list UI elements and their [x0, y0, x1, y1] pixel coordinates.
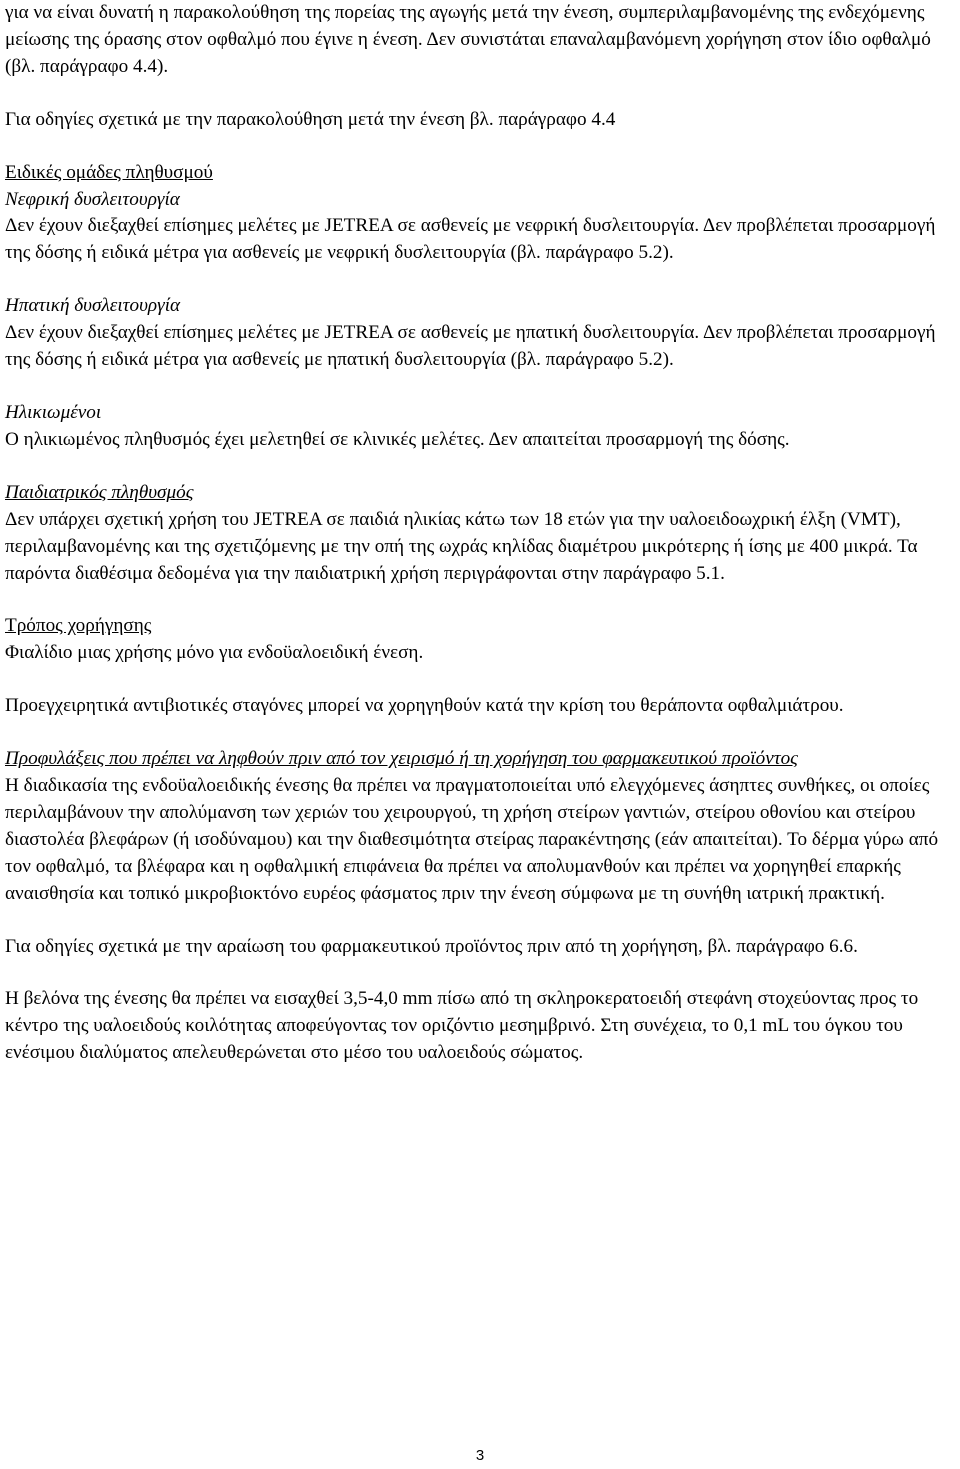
vial-text: Φιαλίδιο μιας χρήσης μόνο για ενδοϋαλοειδική ένεση. — [5, 642, 424, 664]
hepatic-impairment-title: Ηπατική δυσλειτουργία — [5, 295, 181, 317]
hepatic-impairment-section — [5, 293, 957, 374]
hepatic-impairment-text: Δεν έχουν διεξαχθεί επίσημες μελέτες με JETREA σε ασθενείς με ηπατική δυσλειτουργία. Δεν προβλέπεται προσαρμογή της δόσης ή ειδικά μέτρα για ασθενείς με ηπατική δυσλειτουργία (βλ. παράγραφο 5.2). — [5, 322, 936, 371]
needle-insertion-paragraph: Η βελόνα της ένεσης θα πρέπει να εισαχθεί 3,5-4,0 mm πίσω από τη σκληροκερατοειδή στεφάνη στοχεύοντας προς το κέντρο της υαλοειδούς κοιλότητας αποφεύγοντας τον οριζόντιο μεσημβρινό. Στη συνέχεια, το 0,1 mL του όγκου του ενέσιμου διαλύματος απελευθερώνεται στο μέσο του υαλοειδούς σώματος. — [5, 988, 919, 1064]
renal-impairment-text: Δεν έχουν διεξαχθεί επίσημες μελέτες με JETREA σε ασθενείς με νεφρική δυσλειτουργία. Δεν προβλέπεται προσαρμογή της δόσης ή ειδικά μέτρα για ασθενείς με νεφρική δυσλειτουργία (βλ. παράγραφο 5.2). — [5, 215, 936, 264]
administration-heading: Τρόπος χορήγησης — [5, 615, 152, 637]
paediatric-section — [5, 480, 957, 588]
precautions-heading: Προφυλάξεις που πρέπει να ληφθούν πριν από τον χειρισμό ή τη χορήγηση του φαρμακευτικού προϊόντος — [5, 748, 798, 770]
paediatric-heading: Παιδιατρικός πληθυσμός — [5, 481, 194, 503]
elderly-section — [5, 400, 957, 454]
special-populations-heading: Ειδικές ομάδες πληθυσμού — [5, 161, 213, 183]
elderly-text: Ο ηλικιωμένος πληθυσμός έχει μελετηθεί σε κλινικές μελέτες. Δεν απαιτείται προσαρμογή της δόσης. — [5, 428, 790, 450]
precautions-text: Η διαδικασία της ενδοϋαλοειδικής ένεσης θα πρέπει να πραγματοποιείται υπό ελεγχόμενες άσηπτες συνθήκες, οι οποίες περιλαμβάνουν την απολύμανση των χεριών του χειρουργού, τη χρήση στείρων γαντιών, στείρου οθονίου και στείρου διαστολέα βλεφάρων (ή ισοδύναμου) και την διαθεσιμότητα στείρας παρακέντησης (εάν απαιτείται). Το δέρμα γύρω από τον οφθαλμό, τα βλέφαρα και η οφθαλμική επιφάνεια θα πρέπει να απολυμανθούν και πρέπει να χορηγηθεί επαρκής αναισθησία και τοπικό μικροβιοκτόνο ευρέος φάσματος πριν την ένεση σύμφωνα με τη συνήθη ιατρική πρακτική. — [5, 775, 939, 904]
monitoring-reference-paragraph: Για οδηγίες σχετικά με την παρακολούθηση μετά την ένεση βλ. παράγραφο 4.4 — [5, 108, 616, 130]
renal-impairment-title: Νεφρική δυσλειτουργία — [5, 188, 180, 210]
intro-continuation-paragraph: για να είναι δυνατή η παρακολούθηση της πορείας της αγωγής μετά την ένεση, συμπεριλαμβανομένης της ενδεχόμενης μείωσης της όρασης στον οφθαλμό που έγινε η ένεση. Δεν συνιστάται επαναλαμβανόμενη χορήγηση στον ίδιο οφθαλμό (βλ. παράγραφο 4.4). — [5, 2, 931, 77]
paediatric-text: Δεν υπάρχει σχετική χρήση του JETREA σε παιδιά ηλικίας κάτω των 18 ετών για την υαλοειδοωχρική έλξη (VMT), περιλαμβανομένης και της σχετιζόμενης με την οπή της ωχράς κηλίδας διαμέτρου μικρότερης ή ίσης με 400 μικρά. Τα παρόντα διαθέσιμα δεδομένα για την παιδιατρική χρήση περιγράφονται στην παράγραφο 5.1. — [5, 508, 918, 584]
document-page — [5, 0, 957, 1093]
dilution-reference-paragraph: Για οδηγίες σχετικά με την αραίωση του φαρμακευτικού προϊόντος πριν από τη χορήγηση, βλ. παράγραφο 6.6. — [5, 935, 858, 957]
elderly-title: Ηλικιωμένοι — [5, 401, 102, 423]
precautions-section — [5, 746, 957, 907]
special-populations-section — [5, 160, 957, 268]
antibiotic-paragraph: Προεγχειρητικά αντιβιοτικές σταγόνες μπορεί να χορηγηθούν κατά την κρίση του θεράποντα οφθαλμιάτρου. — [5, 695, 844, 717]
page-number: 3 — [475, 1447, 485, 1464]
administration-section — [5, 613, 957, 667]
